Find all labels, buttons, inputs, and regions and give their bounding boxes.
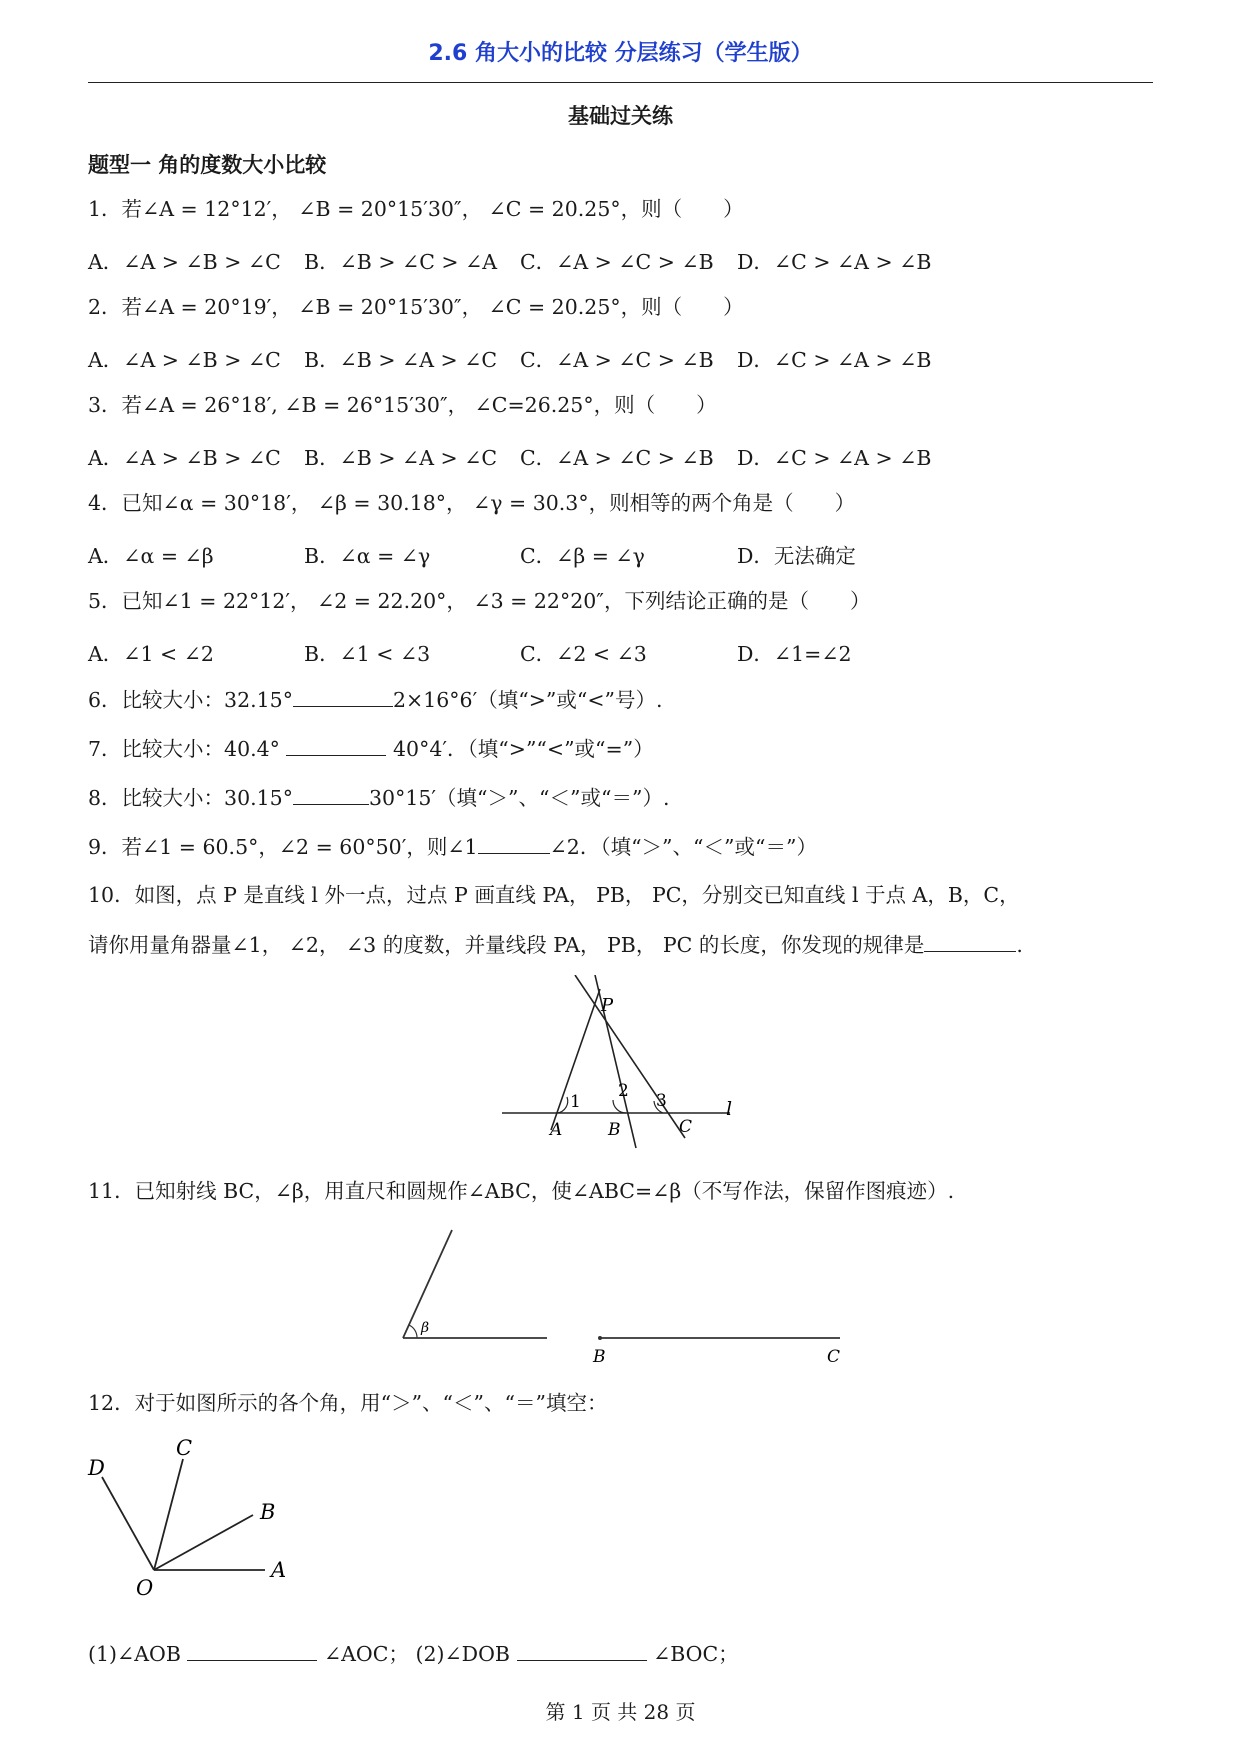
label-o: O: [136, 1576, 154, 1600]
question-8: [88, 784, 669, 811]
q2-option-a: A．∠A > ∠B > ∠C: [88, 348, 281, 372]
question-9: [88, 833, 817, 860]
q8-part-b: 30°15′（填“＞”、“＜”或“＝”）.: [368, 786, 670, 810]
q12-part-2-blank[interactable]: [517, 1640, 647, 1661]
q12-part-1-b: ∠AOC；: [323, 1642, 409, 1666]
question-1-stem: 1．若∠A = 12°12′， ∠B = 20°15′30″， ∠C = 20.25°，则（ ）: [88, 197, 744, 221]
q4-option-b: B．∠α = ∠γ: [304, 544, 431, 568]
ray-oc: [154, 1459, 183, 1570]
page-title: 2.6 角大小的比较 分层练习（学生版）: [428, 41, 813, 66]
q9-part-b: ∠2．（填“＞”、“＜”或“＝”）: [549, 835, 817, 859]
label-p: P: [601, 995, 614, 1016]
question-7: [88, 735, 654, 762]
question-type-title: 题型一 角的度数大小比较: [88, 153, 327, 177]
figure-angle-beta-ray-bc: [395, 1220, 855, 1370]
q1-option-a: A．∠A > ∠B > ∠C: [88, 250, 281, 274]
ray-ob: [154, 1515, 253, 1570]
q1-option-c: C．∠A > ∠C > ∠B: [520, 250, 714, 274]
q5-option-d: D．∠1=∠2: [737, 642, 852, 666]
q2-option-b: B．∠B > ∠A > ∠C: [304, 348, 498, 372]
question-6: [88, 686, 663, 713]
question-12-parts: [88, 1640, 739, 1667]
label-beta: β: [421, 1320, 430, 1336]
q4-option-a: A．∠α = ∠β: [88, 544, 214, 568]
label-angle-1: 1: [570, 1092, 581, 1112]
page-footer: 第 1 页 共 28 页: [545, 1700, 696, 1724]
label-c: C: [176, 1436, 193, 1460]
question-3-options: [88, 441, 1168, 470]
angle-2-arc: [613, 1100, 626, 1113]
question-5-options: [88, 637, 1168, 666]
q10-answer-blank[interactable]: [924, 931, 1016, 952]
q12-part-1-a: (1)∠AOB: [88, 1642, 181, 1666]
label-a: A: [550, 1120, 563, 1140]
figure-rays-from-o: [80, 1435, 310, 1615]
q6-part-a: 6．比较大小：32.15°: [88, 688, 293, 712]
q9-part-a: 9．若∠1 = 60.5°，∠2 = 60°50′，则∠1: [88, 835, 478, 859]
q4-option-d: D．无法确定: [737, 544, 856, 568]
q3-option-d: D．∠C > ∠A > ∠B: [737, 446, 932, 470]
q5-option-c: C．∠2 < ∠3: [520, 642, 647, 666]
q12-part-2-a: (2)∠DOB: [415, 1642, 510, 1666]
question-5-stem: 5．已知∠1 = 22°12′， ∠2 = 22.20°， ∠3 = 22°20″，下列结论正确的是（ ）: [88, 589, 871, 613]
q5-option-b: B．∠1 < ∠3: [304, 642, 431, 666]
q7-part-b: 40°4′．（填“>”“<”或“=”）: [393, 737, 654, 761]
q7-part-a: 7．比较大小：40.4°: [88, 737, 280, 761]
q2-option-d: D．∠C > ∠A > ∠B: [737, 348, 932, 372]
figure-point-lines: [490, 975, 750, 1155]
question-2-stem: 2．若∠A = 20°19′， ∠B = 20°15′30″， ∠C = 20.25°，则（ ）: [88, 295, 744, 319]
question-10-line-1: 10．如图，点 P 是直线 l 外一点，过点 P 画直线 PA， PB， PC，分别交已知直线 l 于点 A，B，C，: [88, 883, 1020, 907]
question-10-line-2: [88, 931, 1023, 958]
label-angle-3: 3: [656, 1091, 667, 1111]
label-ray-b: B: [593, 1347, 606, 1367]
q1-option-b: B．∠B > ∠C > ∠A: [304, 250, 498, 274]
q4-option-c: C．∠β = ∠γ: [520, 544, 645, 568]
q10-period: .: [1016, 933, 1023, 957]
q6-part-b: 2×16°6′（填“>”或“<”号）.: [392, 688, 663, 712]
q5-option-a: A．∠1 < ∠2: [88, 642, 214, 666]
q2-option-c: C．∠A > ∠C > ∠B: [520, 348, 714, 372]
question-12: 12．对于如图所示的各个角，用“＞”、“＜”、“＝”填空：: [88, 1391, 608, 1415]
q6-answer-blank[interactable]: [293, 686, 393, 707]
label-l: l: [726, 1098, 733, 1120]
question-11: 11．已知射线 BC，∠β，用直尺和圆规作∠ABC，使∠ABC=∠β（不写作法，保留作图痕迹）.: [88, 1179, 955, 1203]
q3-option-a: A．∠A > ∠B > ∠C: [88, 446, 281, 470]
question-4-stem: 4．已知∠α = 30°18′， ∠β = 30.18°， ∠γ = 30.3°，则相等的两个角是（ ）: [88, 491, 856, 515]
label-d: D: [88, 1456, 105, 1480]
label-c: C: [679, 1117, 693, 1137]
question-1-options: [88, 245, 1168, 274]
q9-answer-blank[interactable]: [478, 833, 550, 854]
q7-answer-blank[interactable]: [286, 735, 386, 756]
label-angle-2: 2: [618, 1081, 629, 1101]
question-4-options: [88, 539, 1168, 568]
q12-part-2-b: ∠BOC；: [653, 1642, 739, 1666]
ray-od: [102, 1477, 154, 1570]
question-3-stem: 3．若∠A = 26°18′, ∠B = 26°15′30″， ∠C=26.25°，则（ ）: [88, 393, 717, 417]
q8-answer-blank[interactable]: [293, 784, 369, 805]
label-ray-c: C: [827, 1347, 841, 1367]
angle-beta-arc: [409, 1325, 417, 1338]
q12-part-1-blank[interactable]: [187, 1640, 317, 1661]
q10-text: 请你用量角器量∠1， ∠2， ∠3 的度数，并量线段 PA， PB， PC 的长度，你发现的规律是: [88, 933, 925, 957]
section-title: 基础过关练: [568, 104, 673, 128]
q1-option-d: D．∠C > ∠A > ∠B: [737, 250, 932, 274]
q8-part-a: 8．比较大小：30.15°: [88, 786, 293, 810]
label-b: B: [260, 1500, 276, 1524]
label-b: B: [608, 1120, 621, 1140]
label-a: A: [271, 1558, 287, 1582]
q3-option-b: B．∠B > ∠A > ∠C: [304, 446, 498, 470]
question-2-options: [88, 343, 1168, 372]
q3-option-c: C．∠A > ∠C > ∠B: [520, 446, 714, 470]
header-divider: [88, 82, 1153, 83]
